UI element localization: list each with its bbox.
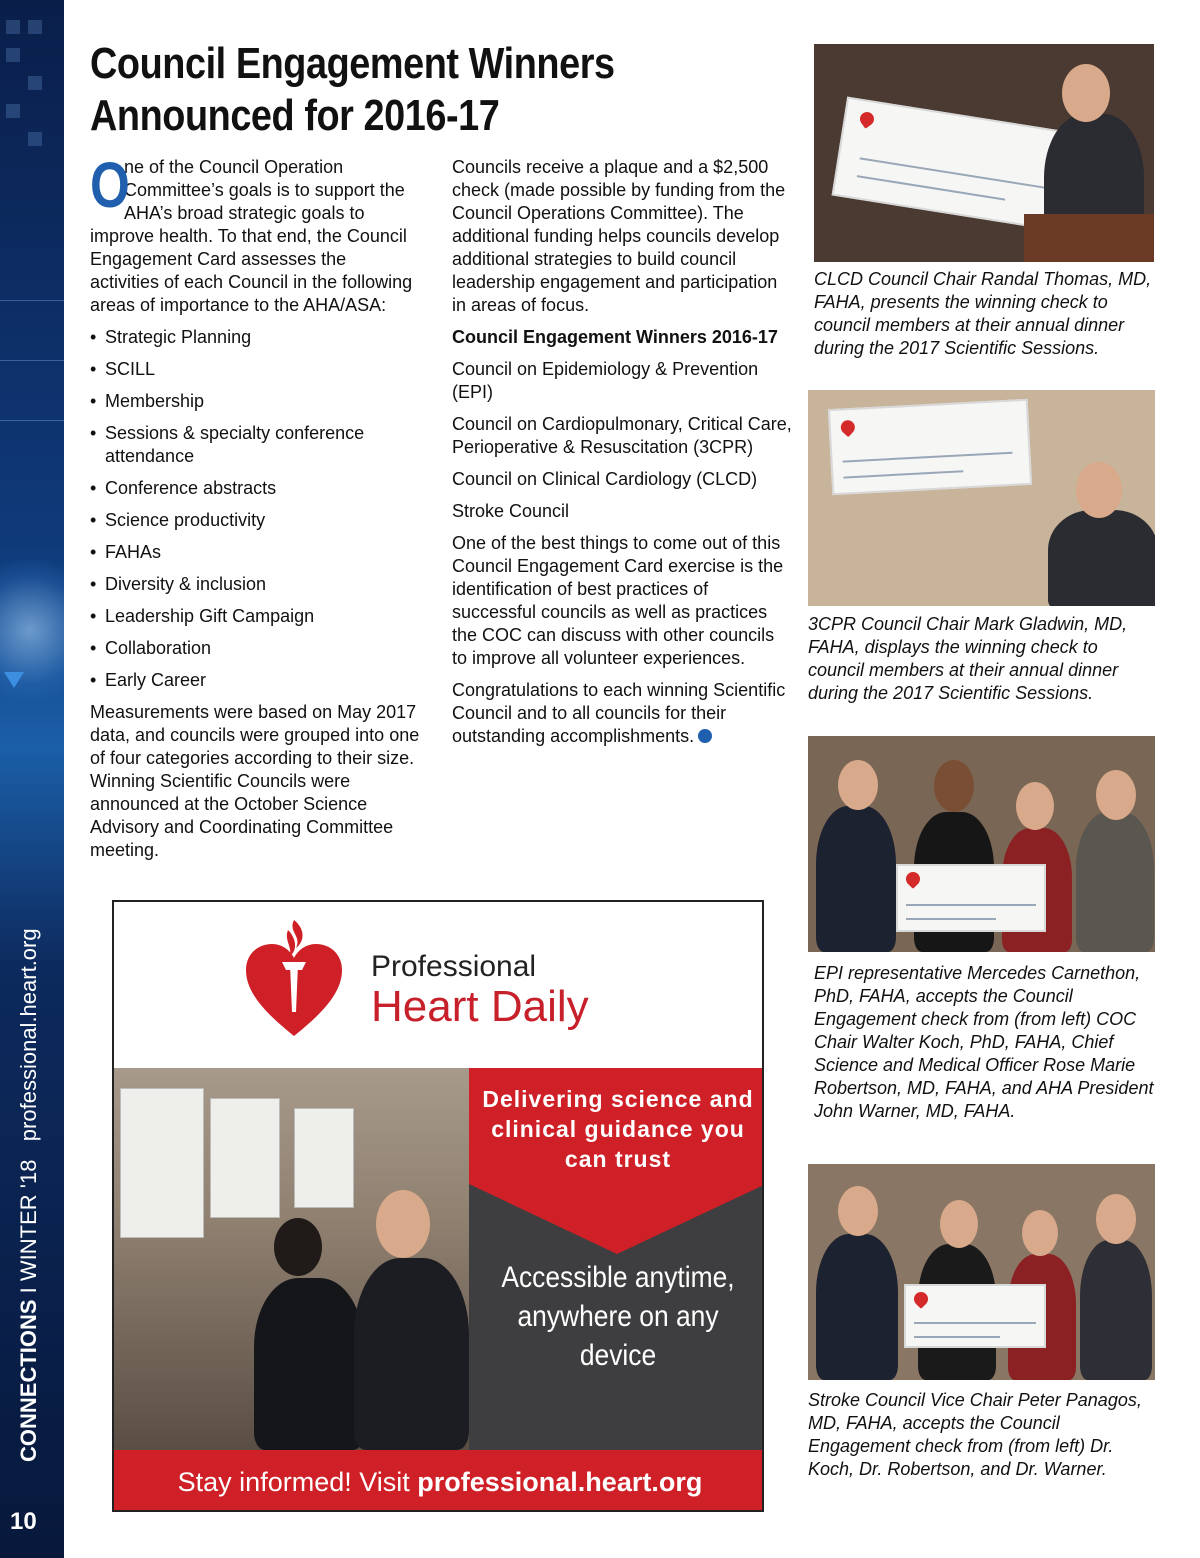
- professional-heart-daily-ad[interactable]: [112, 900, 764, 1512]
- winner-item: Council on Cardiopulmonary, Critical Care, Perioperative & Resuscitation (3CPR): [452, 414, 792, 457]
- areas-list: [90, 326, 420, 692]
- person-head: [1062, 64, 1110, 122]
- poster-board: [210, 1098, 280, 1218]
- photo-caption: EPI representative Mercedes Carnethon, PhD, FAHA, accepts the Council Engagement check from (from left) COC Chair Walter Koch, PhD, FAHA, Chief Science and Medical Officer Rose Marie Robertson, MD, FAHA, and AHA President John Warner, MD, FAHA.: [814, 963, 1154, 1121]
- list-item: • Science productivity: [90, 509, 420, 532]
- headline: [90, 38, 692, 142]
- check-image: [896, 864, 1046, 932]
- list-item: • Early Career: [90, 669, 420, 692]
- headline-line2: Announced for 2016-17: [90, 91, 500, 140]
- list-item: • Conference abstracts: [90, 477, 420, 500]
- person-figure: [254, 1278, 364, 1450]
- person-head: [1096, 1194, 1136, 1244]
- triangle-icon: [4, 672, 24, 688]
- person-figure: [1076, 812, 1154, 952]
- person-head: [274, 1218, 322, 1276]
- photo-caption: 3CPR Council Chair Mark Gladwin, MD, FAHA, displays the winning check to council members at their annual dinner during the 2017 Scientific Sessions.: [808, 614, 1128, 703]
- list-item: • FAHAs: [90, 541, 420, 564]
- person-figure: [354, 1258, 469, 1450]
- person-figure: [1080, 1240, 1152, 1380]
- issue-label: WINTER '18: [16, 1159, 41, 1282]
- intro-paragraph: [90, 149, 420, 317]
- person-head: [940, 1200, 978, 1248]
- intro-text: ne of the Council Operation Committee’s goals is to support the AHA’s broad strategic goals to improve health. To that end, the Council Engagement Card assesses the activities of each Council in the following areas of importance to the AHA/ASA:: [90, 157, 413, 315]
- publication-name: CONNECTIONS: [16, 1299, 41, 1462]
- person-head: [838, 1186, 878, 1236]
- podium: [1024, 214, 1154, 262]
- heart-icon: [857, 109, 877, 129]
- person-head: [1022, 1210, 1058, 1256]
- closing-paragraph: Measurements were based on May 2017 data, and councils were grouped into one of four categories according to their size. Winning Scientific Councils were announced at the October Science Advisory and Coordinating Committee meeting.: [90, 702, 420, 860]
- winner-item: Stroke Council: [452, 501, 570, 521]
- sidebar-url[interactable]: professional.heart.org: [16, 928, 41, 1142]
- check-line: [914, 1322, 1036, 1324]
- footer-prefix: Stay informed! Visit: [177, 1467, 418, 1497]
- closing-paragraph: [452, 679, 792, 748]
- photo-clcd-chair: [814, 44, 1154, 262]
- person-figure: [1048, 510, 1155, 606]
- list-item: • Sessions & specialty conference attendance: [90, 422, 420, 468]
- sidebar-vertical-text: [16, 862, 42, 1462]
- sidebar: [0, 0, 64, 1558]
- ad-photo-poster-session: [114, 1068, 469, 1450]
- decor-line: [0, 420, 64, 421]
- list-item: • Leadership Gift Campaign: [90, 605, 420, 628]
- decor-line: [0, 300, 64, 301]
- footer-url-link[interactable]: professional.heart.org: [417, 1467, 703, 1497]
- check-line: [860, 157, 1048, 189]
- closing-text: Congratulations to each winning Scientific Council and to all councils for their outstanding accomplishments.: [452, 680, 786, 746]
- end-mark-icon: [698, 729, 712, 743]
- check-line: [914, 1336, 1000, 1338]
- article-column-1: [90, 149, 420, 871]
- list-item: • Collaboration: [90, 637, 420, 660]
- person-head: [934, 760, 974, 812]
- photo-stroke-group: [808, 1164, 1155, 1380]
- decor-square: [6, 104, 20, 118]
- heart-icon: [911, 1289, 931, 1309]
- decor-square: [28, 132, 42, 146]
- check-image: [904, 1284, 1046, 1348]
- poster-board: [294, 1108, 354, 1208]
- person-head: [1016, 782, 1054, 830]
- heart-icon: [903, 869, 923, 889]
- check-image: [828, 399, 1032, 495]
- check-image: [832, 97, 1075, 232]
- ad-tagline-1: Delivering science and clinical guidance you can trust: [482, 1086, 754, 1172]
- photo-epi-group: [808, 736, 1155, 952]
- ad-footer[interactable]: [114, 1450, 764, 1512]
- person-head: [838, 760, 878, 810]
- person-figure: [816, 1234, 898, 1380]
- winner-item: Council on Epidemiology & Prevention (EPI): [452, 359, 759, 402]
- body-paragraph: One of the best things to come out of this Council Engagement Card exercise is the identification of best practices of successful councils as well as practices the COC can discuss with other councils to improve all volunteer experiences.: [452, 533, 784, 668]
- body-paragraph: Councils receive a plaque and a $2,500 check (made possible by funding from the Council Operations Committee). The additional funding helps councils develop additional strategies to build council leadership engagement and participation in areas of focus.: [452, 157, 786, 315]
- heart-icon: [838, 417, 858, 437]
- decor-line: [0, 360, 64, 361]
- check-line: [843, 452, 1013, 463]
- page-number: 10: [10, 1508, 37, 1535]
- ad-red-arrow: [469, 1184, 764, 1254]
- person-head: [1096, 770, 1136, 820]
- decor-square: [28, 76, 42, 90]
- ad-tagline-2: Accessible anytime, anywhere on any device: [501, 1261, 735, 1372]
- photo-caption: CLCD Council Chair Randal Thomas, MD, FAHA, presents the winning check to council members at their annual dinner during the 2017 Scientific Sessions.: [814, 269, 1152, 358]
- decor-square: [6, 48, 20, 62]
- person-head: [376, 1190, 430, 1258]
- separator: I: [16, 1281, 41, 1300]
- check-line: [906, 918, 996, 920]
- check-line: [906, 904, 1036, 906]
- person-head: [1076, 462, 1122, 518]
- brand-line-2: Heart Daily: [371, 982, 589, 1031]
- list-item: • Strategic Planning: [90, 326, 420, 349]
- brand-line-1: Professional: [371, 950, 537, 983]
- poster-board: [120, 1088, 204, 1238]
- heart-torch-icon: [244, 916, 344, 1040]
- article-column-2: [452, 156, 792, 757]
- decor-square: [6, 20, 20, 34]
- list-item: • Membership: [90, 390, 420, 413]
- person-figure: [816, 806, 896, 952]
- decor-square: [28, 20, 42, 34]
- photo-caption: Stroke Council Vice Chair Peter Panagos, MD, FAHA, accepts the Council Engagement check from (from left) Dr. Koch, Dr. Robertson, and Dr. Warner.: [808, 1390, 1142, 1479]
- photo-3cpr-chair: [808, 390, 1155, 606]
- list-item: • Diversity & inclusion: [90, 573, 420, 596]
- list-item: • SCILL: [90, 358, 420, 381]
- check-line: [843, 470, 963, 478]
- subhead: Council Engagement Winners 2016-17: [452, 327, 778, 347]
- winner-item: Council on Clinical Cardiology (CLCD): [452, 469, 758, 489]
- dropcap: O: [90, 149, 130, 221]
- headline-line1: Council Engagement Winners: [90, 39, 615, 88]
